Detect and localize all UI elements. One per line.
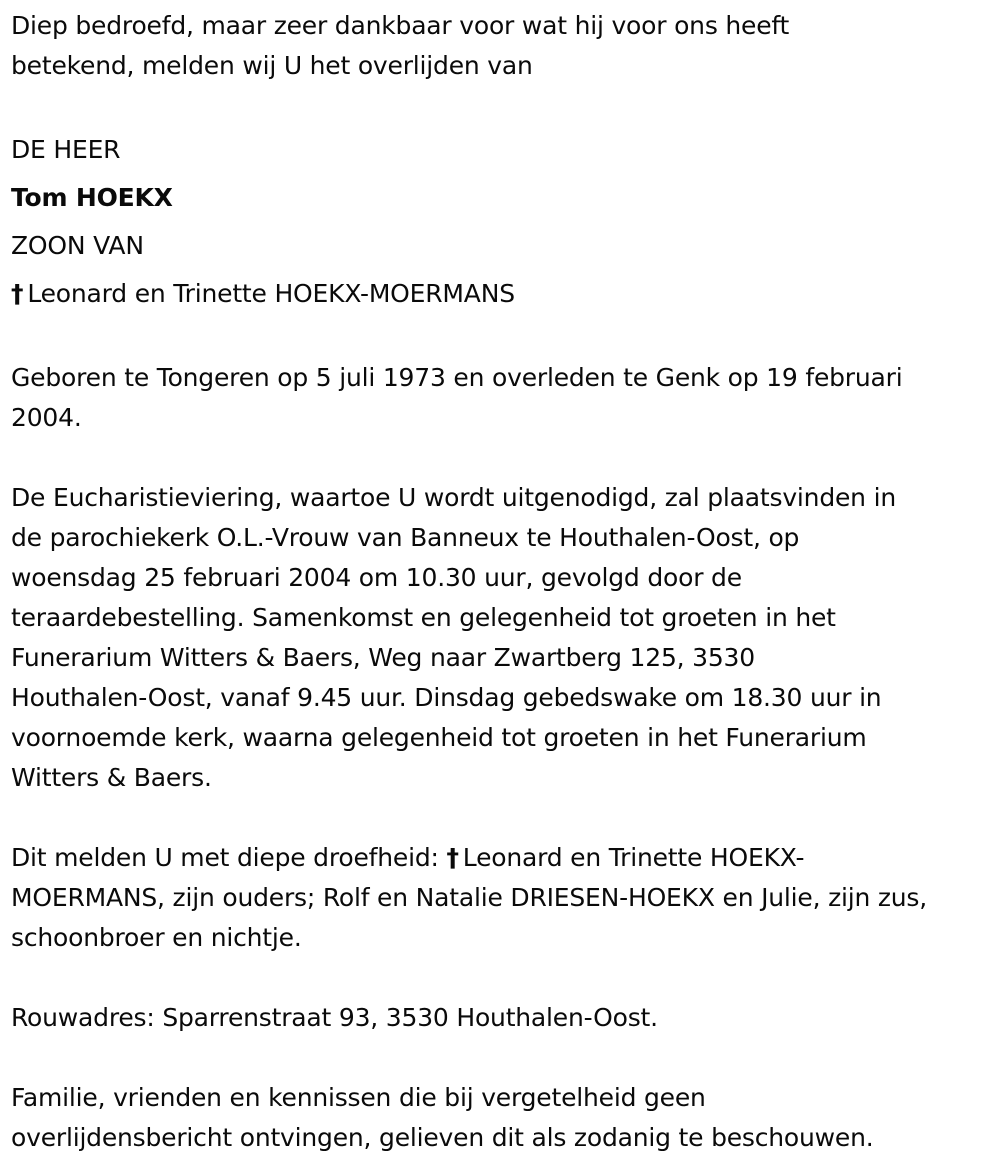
- deceased-block: [11, 126, 996, 318]
- parents-line: [11, 270, 996, 318]
- intro-line: Diep bedroefd, maar zeer dankbaar voor wat hij voor ons heeft: [11, 11, 790, 40]
- address-paragraph: [11, 998, 996, 1038]
- ceremony-line: woensdag 25 februari 2004 om 10.30 uur, gevolgd door de: [11, 563, 742, 592]
- birth-death-line: 2004.: [11, 403, 82, 432]
- ceremony-paragraph: [11, 478, 996, 798]
- ceremony-line: Funerarium Witters & Baers, Weg naar Zwartberg 125, 3530: [11, 643, 755, 672]
- parents-names: Leonard en Trinette HOEKX-MOERMANS: [27, 279, 515, 308]
- intro-line: betekend, melden wij U het overlijden van: [11, 51, 533, 80]
- cross-icon: †: [446, 843, 459, 872]
- ceremony-line: voornoemde kerk, waarna gelegenheid tot groeten in het Funerarium: [11, 723, 867, 752]
- intro-paragraph: [11, 6, 996, 86]
- relation-label: ZOON VAN: [11, 231, 144, 260]
- announcement-suffix: Leonard en Trinette HOEKX-: [462, 843, 805, 872]
- cross-icon: †: [11, 279, 24, 308]
- closing-line: overlijdensbericht ontvingen, gelieven dit als zodanig te beschouwen.: [11, 1123, 874, 1152]
- ceremony-line: Houthalen-Oost, vanaf 9.45 uur. Dinsdag gebedswake om 18.30 uur in: [11, 683, 882, 712]
- obituary-notice: [11, 6, 996, 1158]
- announcement-line: MOERMANS, zijn ouders; Rolf en Natalie DRIESEN-HOEKX en Julie, zijn zus,: [11, 883, 928, 912]
- ceremony-line: Witters & Baers.: [11, 763, 212, 792]
- closing-line: Familie, vrienden en kennissen die bij vergetelheid geen: [11, 1083, 706, 1112]
- mourning-address: Rouwadres: Sparrenstraat 93, 3530 Houthalen-Oost.: [11, 1003, 658, 1032]
- honorific: DE HEER: [11, 135, 121, 164]
- announcement-prefix: Dit melden U met diepe droefheid:: [11, 843, 439, 872]
- announcement-paragraph: [11, 838, 996, 958]
- ceremony-line: De Eucharistieviering, waartoe U wordt uitgenodigd, zal plaatsvinden in: [11, 483, 896, 512]
- birth-death-line: Geboren te Tongeren op 5 juli 1973 en overleden te Genk op 19 februari: [11, 363, 903, 392]
- announcement-line: schoonbroer en nichtje.: [11, 923, 302, 952]
- closing-paragraph: [11, 1078, 996, 1158]
- ceremony-line: teraardebestelling. Samenkomst en gelegenheid tot groeten in het: [11, 603, 836, 632]
- announcement-line: [11, 838, 996, 878]
- deceased-name: Tom HOEKX: [11, 183, 173, 212]
- ceremony-line: de parochiekerk O.L.-Vrouw van Banneux te Houthalen-Oost, op: [11, 523, 800, 552]
- birth-death-paragraph: [11, 358, 996, 438]
